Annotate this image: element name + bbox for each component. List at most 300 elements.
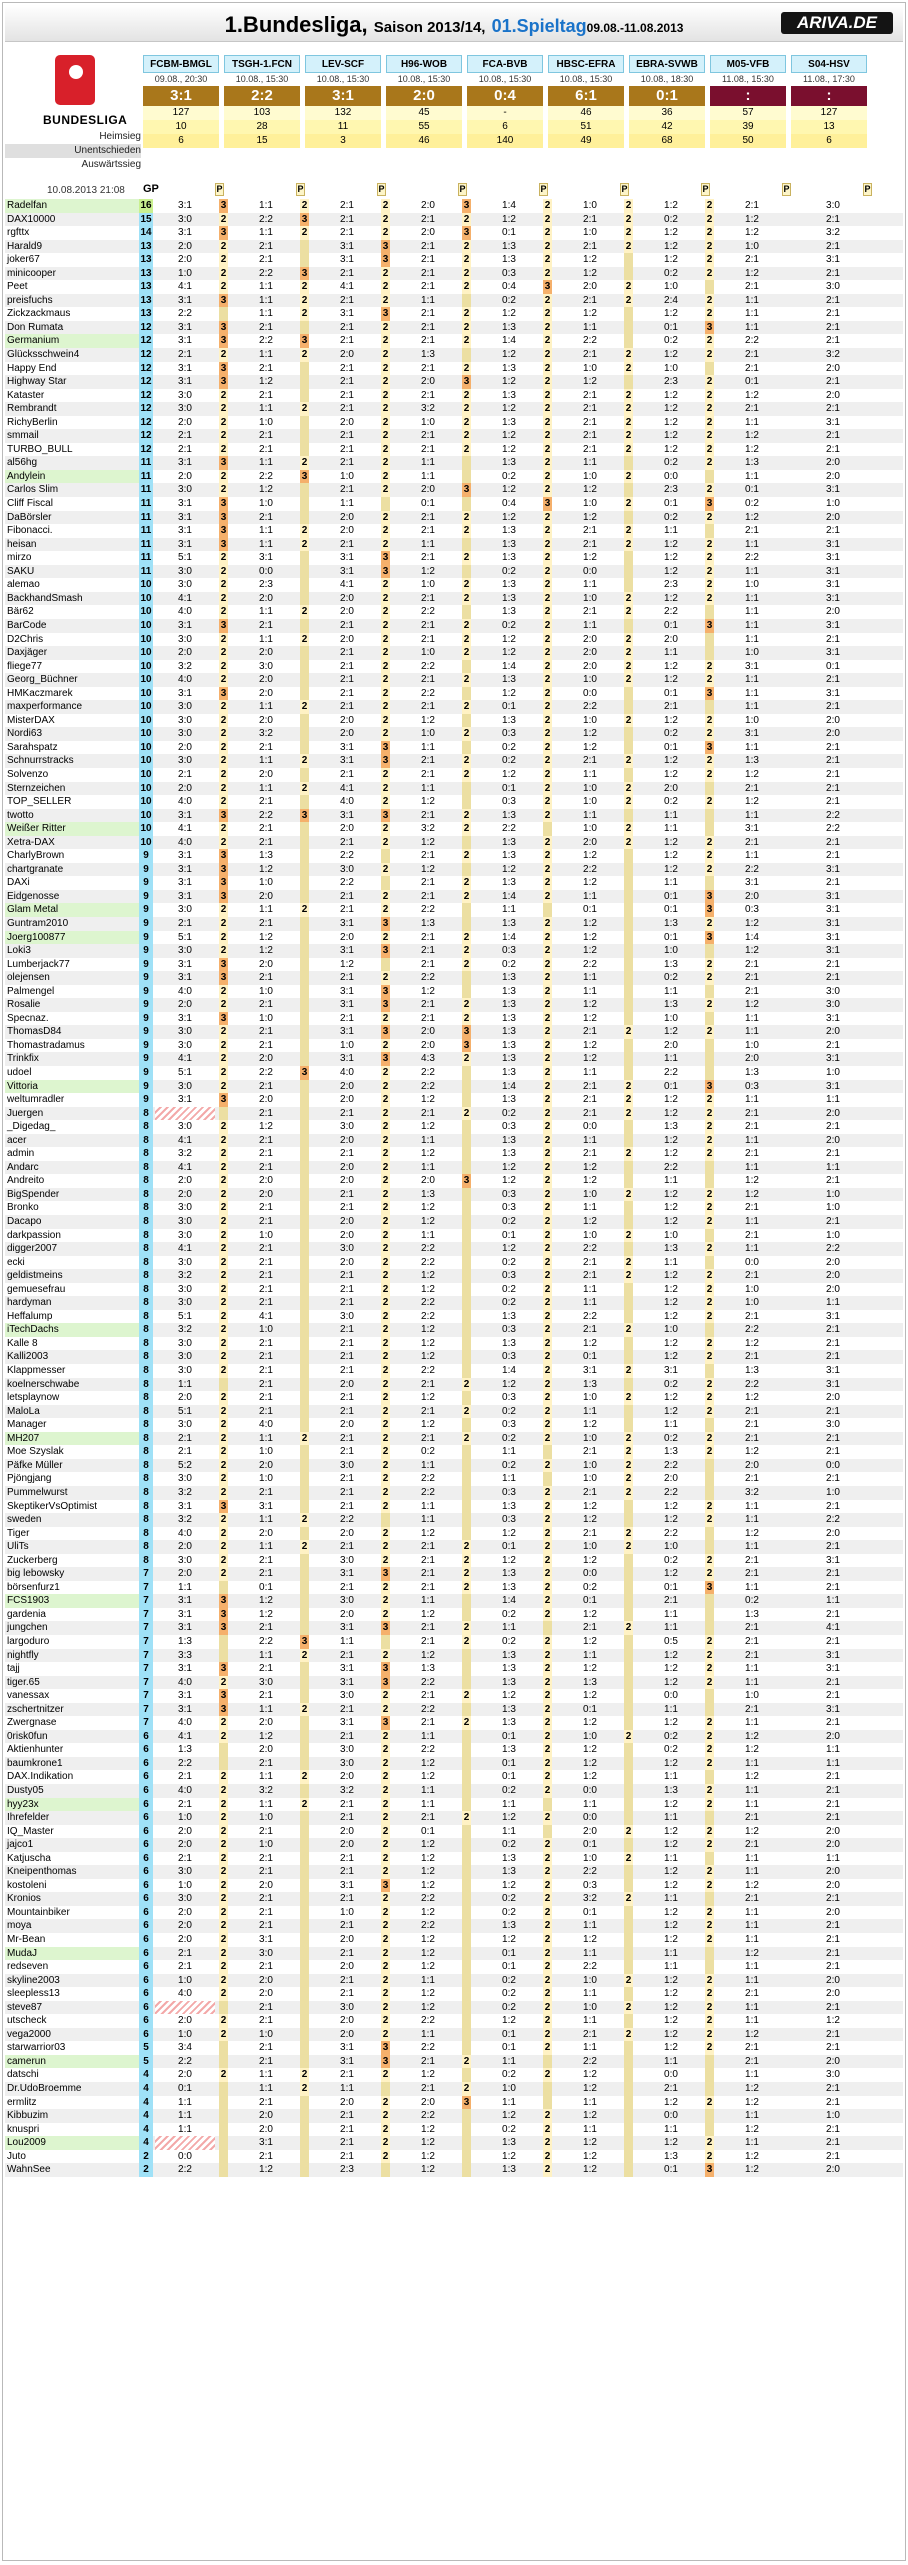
tip-cell: 1:2 (664, 1757, 678, 1769)
tip-cell: 1:2 (745, 999, 759, 1011)
tip-cell: 3:2 (421, 403, 435, 415)
player-name[interactable]: Kalli2003 (7, 1351, 49, 1363)
player-points: 13 (140, 254, 152, 266)
player-name[interactable]: RichyBerlin (7, 416, 58, 428)
player-name[interactable]: Daxjäger (7, 647, 48, 659)
table-row (5, 687, 903, 701)
player-name[interactable]: Glücksschwein4 (7, 349, 80, 361)
tip-cell: 1:3 (502, 525, 516, 537)
tip-points: 2 (544, 755, 551, 767)
player-points: 16 (140, 200, 152, 211)
tip-cell: 1:0 (502, 2083, 516, 2095)
tip-points (462, 660, 471, 674)
player-name[interactable]: Kronios (7, 1893, 41, 1905)
player-name[interactable]: hardyman (7, 1297, 52, 1309)
tip-cell: 2:0 (178, 2015, 192, 2027)
tip-cell: 1:1 (259, 308, 273, 320)
tip-cell: 3:1 (178, 1690, 192, 1702)
tip-points: 2 (301, 904, 308, 916)
tip-cell: 2:0 (259, 592, 273, 604)
player-name[interactable]: ecki (7, 1256, 25, 1268)
player-name[interactable]: Zickzackmaus (7, 308, 71, 320)
player-name[interactable]: Specnaz. (7, 1012, 49, 1024)
player-name[interactable]: twotto (7, 809, 34, 821)
player-name[interactable]: minicooper (7, 267, 56, 279)
tip-cell: 1:1 (502, 1622, 516, 1634)
tip-points (300, 2123, 309, 2137)
tip-points (462, 2123, 471, 2137)
player-name[interactable]: Andylein (5, 470, 139, 484)
tip-cell: 2:1 (340, 1188, 354, 1200)
player-name[interactable]: ermlitz (7, 2096, 37, 2108)
tip-points: 2 (544, 308, 551, 320)
player-name[interactable]: digger2007 (7, 1243, 58, 1255)
player-name[interactable]: SkeptikerVsOptimist (7, 1500, 98, 1512)
player-name[interactable]: Zwergnase (7, 1717, 57, 1729)
player-name[interactable]: knuspri (7, 2123, 40, 2135)
player-name[interactable]: Rosalie (7, 999, 41, 1011)
table-row (5, 1323, 903, 1337)
player-name[interactable]: big lebowsky (7, 1568, 65, 1580)
tip-points (300, 443, 309, 457)
tip-points (462, 985, 471, 999)
player-name[interactable]: gemuesefrau (7, 1283, 66, 1295)
tip-cell: 2:1 (421, 931, 435, 943)
player-name[interactable]: Schnurrstracks (7, 755, 74, 767)
player-name[interactable]: udoel (7, 1067, 32, 1078)
table-row (5, 1594, 903, 1608)
tip-points: 2 (706, 1337, 713, 1349)
player-name[interactable]: Loki3 (7, 945, 31, 957)
tip-cell: 1:2 (745, 1879, 759, 1891)
player-points: 8 (139, 1459, 153, 1473)
tip-points (462, 2163, 471, 2177)
tip-cell: 2:0 (826, 389, 840, 401)
match-name[interactable]: M05-VFB (710, 55, 786, 73)
tip-points: 2 (706, 1270, 713, 1282)
player-name[interactable]: olejensen (7, 972, 50, 984)
player-name[interactable]: Radelfan (5, 199, 139, 213)
tip-points: 2 (706, 1310, 713, 1322)
player-name[interactable]: DAXi (7, 877, 30, 889)
tip-points (300, 944, 309, 958)
tip-points: 2 (706, 200, 713, 211)
ariva-logo[interactable] (781, 12, 893, 34)
tip-cell: 1:3 (502, 1649, 516, 1661)
tip-cell: 3:0 (259, 1947, 273, 1959)
player-name[interactable]: vega2000 (7, 2028, 51, 2040)
tip-cell: 1:2 (664, 714, 678, 726)
tip-cell: 2:0 (340, 1378, 354, 1390)
player-name[interactable]: Kataster (7, 389, 45, 401)
tip-points: 3 (706, 2164, 713, 2176)
player-name[interactable]: letsplaynow (7, 1392, 60, 1404)
tip-cell: 0:2 (664, 1744, 678, 1756)
player-name[interactable]: Georg_Büchner (7, 674, 78, 686)
player-name[interactable]: MH207 (5, 1432, 139, 1446)
tip-cell: 3:1 (826, 1012, 840, 1024)
player-name[interactable]: weltumradler (7, 1094, 65, 1106)
match-name[interactable]: FCBM-BMGL (143, 55, 219, 73)
player-name[interactable]: WahnSee (7, 2164, 51, 2176)
player-name[interactable]: Kalle 8 (7, 1337, 38, 1349)
player-name[interactable]: koelnerschwabe (7, 1378, 80, 1390)
player-name[interactable]: Andreito (7, 1175, 45, 1187)
player-name[interactable]: börsenfurz1 (7, 1581, 60, 1593)
tip-cell: 1:2 (664, 1107, 678, 1119)
player-name[interactable]: Aktienhunter (7, 1744, 64, 1756)
player-name[interactable]: Carlos Slim (7, 484, 59, 496)
player-name[interactable]: DAX.Indikation (7, 1771, 74, 1783)
player-name[interactable]: Tiger (7, 1527, 30, 1539)
tip-points: 2 (706, 1297, 713, 1309)
match-header[interactable] (386, 55, 462, 148)
player-name[interactable]: Bär62 (7, 606, 34, 618)
tip-cell: 1:2 (583, 1757, 597, 1769)
match-header[interactable] (467, 55, 543, 148)
player-name[interactable]: _Digedag_ (7, 1121, 56, 1133)
player-name[interactable]: Moe Szyslak (7, 1446, 64, 1458)
tip-points (300, 1811, 309, 1825)
player-name[interactable]: geldistmeins (7, 1270, 63, 1282)
tip-cell: 1:2 (421, 1608, 435, 1620)
player-name[interactable]: D2Chris (7, 633, 44, 645)
player-name[interactable]: preisfuchs (7, 294, 53, 306)
player-name[interactable]: jungchen (7, 1622, 48, 1634)
tip-cell: 1:1 (583, 1134, 597, 1146)
player-name[interactable]: Palmengel (7, 985, 55, 997)
player-points: 12 (140, 349, 152, 361)
player-name[interactable]: redseven (7, 1961, 49, 1973)
tip-points: 2 (544, 430, 551, 442)
player-name[interactable]: Solvenzo (7, 768, 49, 780)
tip-cell: 3:0 (340, 1690, 354, 1702)
tip-cell: 2:1 (421, 240, 435, 252)
player-name[interactable]: fliege77 (7, 660, 43, 672)
tip-points: 2 (625, 1365, 632, 1377)
player-name[interactable]: joker67 (7, 254, 40, 266)
player-name[interactable]: BigSpender (7, 1188, 60, 1200)
player-name[interactable]: DAX10000 (7, 213, 56, 225)
player-name[interactable]: Mr-Bean (7, 1934, 46, 1945)
player-points: 9 (139, 998, 153, 1012)
tip-points (300, 1757, 309, 1771)
player-name[interactable]: sleepless13 (7, 1988, 60, 2000)
player-name[interactable]: Dacapo (7, 1216, 42, 1228)
player-name[interactable]: ThomasD84 (7, 1026, 62, 1038)
tip-points (705, 646, 714, 660)
player-name[interactable]: Vittoria (5, 1080, 139, 1094)
tip-cell: 1:2 (583, 1337, 597, 1349)
tip-cell: 0:2 (502, 1988, 516, 2000)
player-name[interactable]: rgfttx (7, 227, 30, 239)
player-name[interactable]: Trinkfix (7, 1053, 39, 1065)
player-name[interactable]: sweden (7, 1514, 42, 1526)
tip-cell: 2:2 (421, 1703, 435, 1715)
tip-points: 2 (625, 1486, 632, 1498)
player-name[interactable]: mirzo (7, 552, 32, 564)
tip-cell: 4:1 (178, 1730, 192, 1742)
player-name[interactable]: camerun (5, 2055, 139, 2069)
tip-cell: 4:0 (178, 796, 192, 808)
tip-points: 2 (706, 1906, 713, 1918)
player-name[interactable]: Lou2009 (5, 2136, 139, 2150)
player-name[interactable]: FCS1903 (5, 1594, 139, 1608)
tip-points (624, 2014, 633, 2028)
player-name[interactable]: nightfly (7, 1649, 39, 1661)
player-name[interactable]: Nordi63 (7, 728, 43, 740)
tip-cell: 1:2 (421, 1988, 435, 2000)
tip-points (462, 1161, 471, 1175)
player-name[interactable]: Manager (7, 1419, 47, 1431)
tip-points: 2 (544, 674, 551, 686)
match-name[interactable]: EBRA-SVWB (629, 55, 705, 73)
tip-cell: 2:1 (259, 1080, 273, 1092)
player-name[interactable]: Pummelwurst (7, 1486, 68, 1498)
player-name[interactable]: utscheck (7, 2015, 47, 2027)
player-name[interactable]: Peet (7, 281, 28, 293)
tip-points (462, 1662, 471, 1676)
player-points: 9 (139, 1080, 153, 1094)
player-name[interactable]: Lumberjack77 (7, 958, 70, 970)
match-header[interactable] (143, 55, 219, 148)
tip-cell: 2:1 (259, 1852, 273, 1864)
tip-points: 2 (301, 2069, 308, 2081)
tip-cell: 2:1 (826, 1771, 840, 1783)
table-row (5, 321, 903, 335)
player-name[interactable]: starwarrior03 (7, 2042, 66, 2054)
tip-points (462, 605, 471, 619)
player-points: 8 (139, 1500, 153, 1514)
player-points: 4 (139, 2068, 153, 2082)
tip-cell: 1:0 (745, 1039, 759, 1051)
player-name[interactable]: Päfke Müller (7, 1459, 63, 1471)
tip-points (462, 2028, 471, 2042)
tip-cell: 3:1 (340, 809, 354, 821)
tip-cell: 2:0 (259, 1717, 273, 1729)
player-name[interactable]: datschi (7, 2069, 39, 2081)
player-name[interactable]: maxperformance (7, 701, 83, 713)
tip-cell: 0:3 (502, 267, 516, 279)
tip-cell: 1:2 (664, 565, 678, 577)
player-name[interactable]: Bronko (7, 1202, 39, 1214)
tip-points (300, 863, 309, 877)
tip-cell: 1:2 (502, 484, 516, 496)
tip-points: 2 (706, 484, 713, 496)
player-name[interactable]: Eidgenosse (7, 890, 60, 902)
match-name[interactable]: H96-WOB (386, 55, 462, 73)
player-name[interactable]: Dr.UdoBroemme (7, 2083, 82, 2095)
player-name[interactable]: MaloLa (7, 1405, 40, 1417)
player-name[interactable]: Glam Metal (5, 903, 139, 917)
player-name[interactable]: kostoleni (7, 1879, 47, 1891)
tip-points (462, 1256, 471, 1270)
match-header[interactable] (305, 55, 381, 148)
tip-cell: 1:1 (421, 2028, 435, 2040)
player-name[interactable]: heisan (7, 538, 37, 550)
player-name[interactable]: Katjuscha (7, 1852, 51, 1864)
player-name[interactable]: Cliff Fiscal (7, 498, 53, 510)
player-name[interactable]: Fibonacci. (7, 525, 53, 537)
tip-cell: 1:2 (421, 714, 435, 726)
player-name[interactable]: gardenia (7, 1608, 46, 1620)
table-row (5, 741, 903, 755)
tip-cell: 3:1 (826, 592, 840, 604)
player-name[interactable]: Kibbuzim (7, 2110, 49, 2122)
table-row (5, 1039, 903, 1053)
tip-points: 2 (220, 1026, 227, 1038)
player-name[interactable]: Highway Star (7, 376, 67, 388)
player-name[interactable]: Mountainbiker (7, 1906, 70, 1918)
player-name[interactable]: TOP_SELLER (7, 796, 72, 808)
player-name[interactable]: vanessax (7, 1690, 50, 1702)
tip-points (624, 1947, 633, 1961)
player-name[interactable]: tajj (7, 1663, 20, 1675)
match-name[interactable]: FCA-BVB (467, 55, 543, 73)
tip-points: 2 (706, 1107, 713, 1119)
tip-points: 2 (625, 647, 632, 659)
tip-cell: 1:2 (421, 1757, 435, 1769)
player-name[interactable]: Pjöngjang (7, 1473, 52, 1485)
player-name[interactable]: Zuckerberg (7, 1554, 58, 1566)
player-name[interactable]: alemao (7, 579, 40, 591)
match-header[interactable] (791, 55, 867, 148)
matchday-link[interactable]: 01.Spieltag (491, 16, 587, 36)
player-name[interactable]: Dusty05 (7, 1784, 44, 1796)
player-name[interactable]: Happy End (7, 362, 57, 374)
match-header[interactable] (224, 55, 300, 148)
tip-cell: 2:0 (421, 2096, 435, 2108)
table-row (5, 1093, 903, 1107)
tip-points: 2 (220, 1270, 227, 1282)
player-points: 9 (139, 944, 153, 958)
player-name[interactable]: skyline2003 (7, 1974, 60, 1986)
tip-cell: 1:1 (745, 741, 759, 753)
table-row (5, 416, 903, 430)
player-name[interactable]: moya (7, 1920, 32, 1932)
player-name[interactable]: Rembrandt (7, 403, 57, 415)
player-name[interactable]: BackhandSmash (7, 592, 83, 604)
player-name[interactable]: jajco1 (7, 1839, 34, 1851)
tip-cell: 0:3 (502, 945, 516, 957)
tip-points: 2 (544, 1134, 551, 1146)
player-name[interactable]: Harald9 (7, 240, 43, 252)
player-name[interactable]: Thomastradamus (7, 1039, 85, 1051)
tip-cell: 0:1 (583, 904, 597, 916)
tip-points: 2 (220, 1974, 227, 1986)
player-name[interactable]: steve87 (7, 2001, 43, 2013)
match-header[interactable] (710, 55, 786, 148)
player-name[interactable]: smmail (7, 430, 39, 442)
tip-points: 2 (382, 1446, 389, 1458)
tip-points: 3 (382, 741, 389, 753)
player-name[interactable]: MisterDAX (7, 714, 55, 726)
player-name[interactable]: MudaJ (5, 1947, 139, 1961)
player-name[interactable]: Weißer Ritter (5, 822, 139, 836)
tip-points: 3 (220, 877, 227, 889)
player-name[interactable]: Germanium (5, 334, 139, 348)
player-name[interactable]: IQ_Master (7, 1825, 54, 1837)
tip-points (624, 1581, 633, 1595)
player-name[interactable]: admin (7, 1148, 35, 1160)
player-name[interactable]: iTechDachs (5, 1323, 139, 1337)
player-name[interactable]: UliTs (7, 1541, 29, 1553)
player-name[interactable]: Kneipenthomas (7, 1866, 77, 1878)
match-name[interactable]: LEV-SCF (305, 55, 381, 73)
player-name[interactable]: Heffalump (7, 1310, 53, 1322)
tip-cell: 2:0 (583, 633, 597, 645)
table-row (5, 1174, 903, 1188)
player-name[interactable]: al56hg (7, 457, 38, 469)
tip-cell: 1:4 (745, 931, 759, 943)
tip-cell: 3:1 (340, 254, 354, 266)
player-name[interactable]: Sternzeichen (7, 782, 66, 794)
player-name[interactable]: Joerg100877 (5, 931, 139, 945)
player-name[interactable]: acer (7, 1134, 27, 1146)
player-name[interactable]: chartgranate (7, 863, 64, 875)
player-name[interactable]: SAKU (7, 565, 35, 577)
player-name[interactable]: Klappmesser (7, 1365, 66, 1377)
player-name[interactable]: darkpassion (7, 1229, 61, 1241)
player-name[interactable]: CharlyBrown (7, 850, 65, 862)
tip-cell: 2:2 (259, 809, 273, 821)
player-name[interactable]: baumkrone1 (7, 1757, 63, 1769)
tip-cell: 2:1 (259, 999, 273, 1011)
tip-cell: 3:1 (340, 1717, 354, 1729)
match-name[interactable]: TSGH-1.FCN (224, 55, 300, 73)
player-name[interactable]: Sarahspatz (7, 741, 58, 753)
player-name[interactable]: zschertnitzer (7, 1703, 64, 1715)
tip-cell: 1:1 (421, 1161, 435, 1173)
player-name[interactable]: TURBO_BULL (7, 443, 73, 455)
tip-cell: 1:2 (259, 1121, 273, 1133)
player-name[interactable]: Ihrefelder (7, 1812, 50, 1824)
player-name[interactable]: HMKaczmarek (7, 687, 73, 699)
player-name[interactable]: Andarc (7, 1161, 39, 1173)
table-row (5, 1350, 903, 1364)
player-name[interactable]: Xetra-DAX (7, 836, 55, 848)
match-name[interactable]: HBSC-EFRA (548, 55, 624, 73)
player-name[interactable]: Guntram2010 (7, 917, 69, 929)
player-name[interactable]: Juergen (7, 1107, 44, 1119)
player-name[interactable]: tiger.65 (7, 1676, 40, 1688)
tipp-table-window (2, 2, 906, 2561)
player-name[interactable]: Don Rumata (7, 321, 64, 333)
player-name[interactable]: largoduro (7, 1635, 50, 1647)
match-header[interactable] (629, 55, 705, 148)
tip-points: 2 (544, 999, 551, 1011)
player-name[interactable]: DaBörsler (7, 511, 52, 523)
match-name[interactable]: S04-HSV (791, 55, 867, 73)
tip-points: 2 (220, 1961, 227, 1973)
tip-points (462, 741, 471, 755)
player-name[interactable]: 0risk0fun (7, 1730, 48, 1742)
tip-cell: 1:2 (664, 1337, 678, 1349)
player-name[interactable]: hyy23x (5, 1798, 139, 1812)
tip-cell: 2:1 (745, 1229, 759, 1241)
tip-points (219, 2163, 228, 2177)
tip-points (705, 822, 714, 836)
player-name[interactable]: BarCode (7, 619, 47, 631)
tip-points: 2 (463, 823, 470, 835)
match-header[interactable] (548, 55, 624, 148)
tip-points: 3 (220, 850, 227, 862)
tip-cell: 2:0 (259, 768, 273, 780)
tip-points: 2 (301, 227, 308, 239)
tip-points: 2 (220, 430, 227, 442)
tip-cell: 1:2 (664, 1676, 678, 1688)
player-name[interactable]: Juto (7, 2150, 26, 2162)
